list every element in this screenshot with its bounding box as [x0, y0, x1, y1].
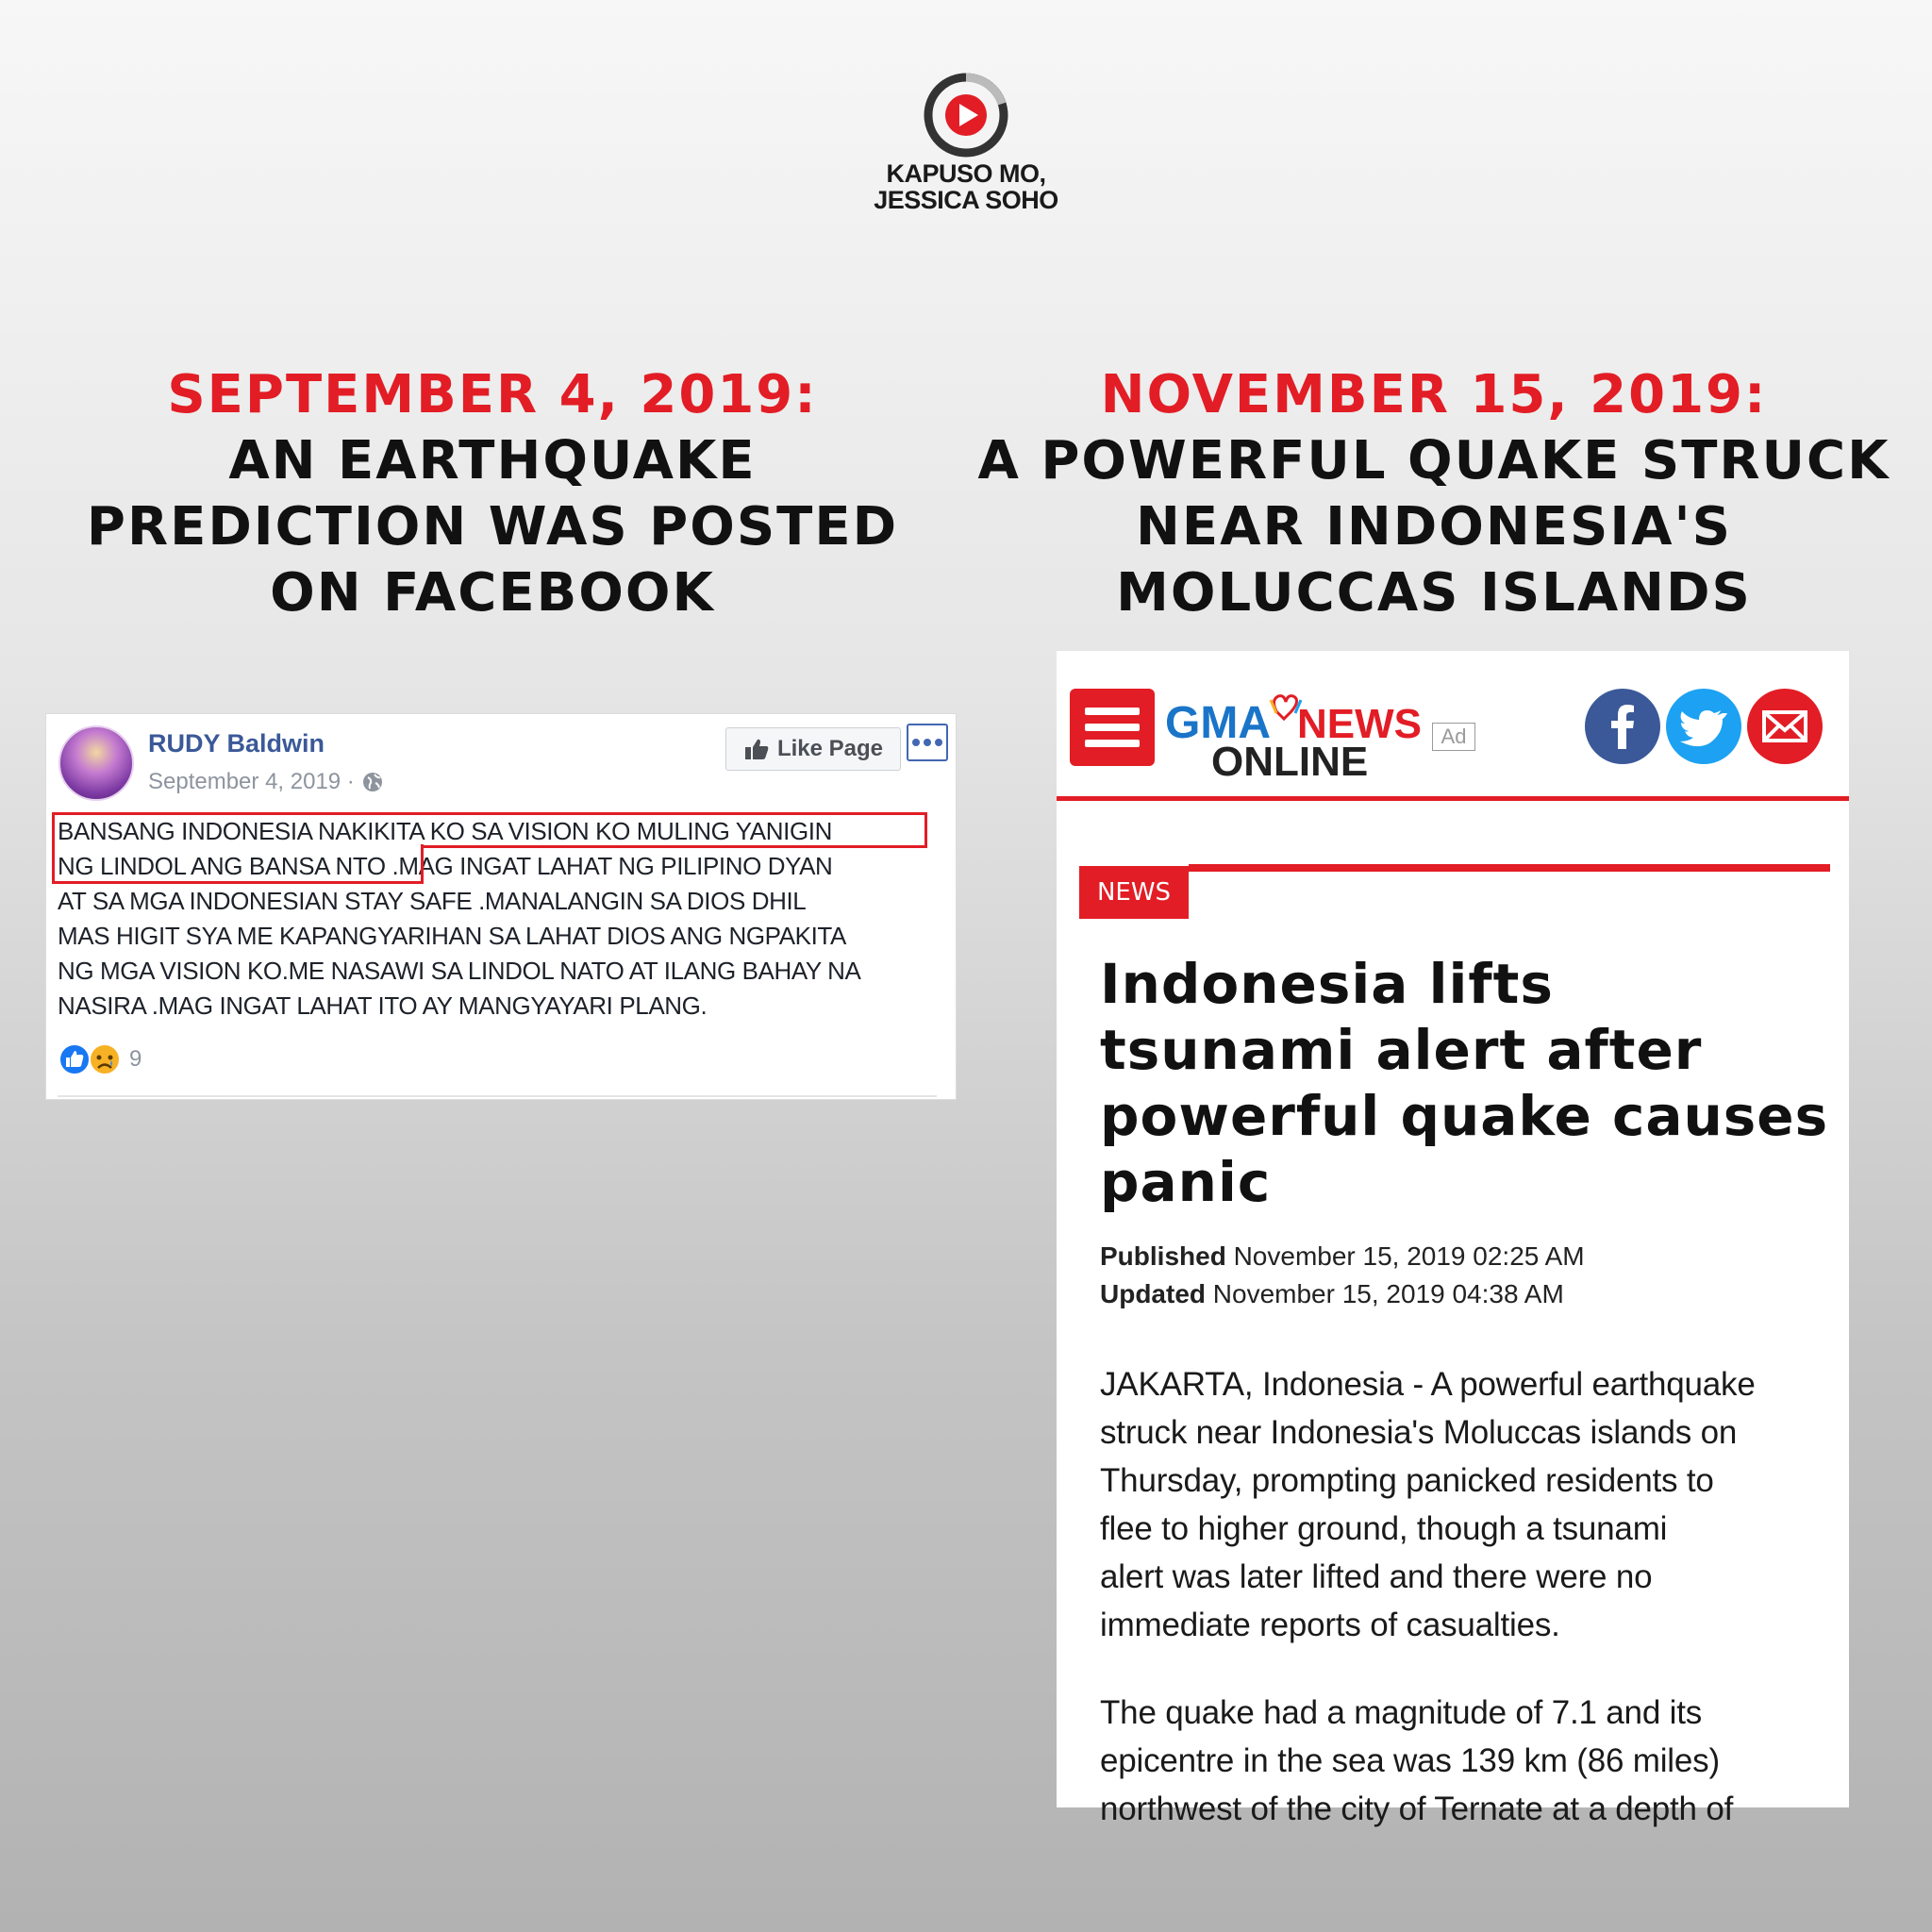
reaction-count: 9 [129, 1046, 142, 1072]
title-line: tsunami alert after [1100, 1018, 1703, 1082]
site-header [1057, 651, 1849, 802]
paragraph-line: flee to higher ground, though a tsunami [1100, 1510, 1668, 1547]
post-date-text[interactable]: September 4, 2019 · [148, 769, 355, 794]
article-paragraph [1100, 1360, 1836, 1649]
left-headline-line: ON FACEBOOK [270, 562, 715, 624]
post-text [58, 814, 949, 1024]
article-title [1100, 951, 1829, 1215]
globe-icon [360, 770, 385, 794]
post-text-line: AT SA MGA INDONESIAN STAY SAFE .MANALANGIN SA DIOS DHIL [58, 887, 807, 915]
left-headline-date: SEPTEMBER 4, 2019: [167, 364, 818, 425]
twitter-icon [1666, 689, 1741, 764]
updated-value: November 15, 2019 04:38 AM [1206, 1279, 1564, 1308]
news-article-card [1057, 651, 1849, 1827]
post-text-line: NG MGA VISION KO.ME NASAWI SA LINDOL NATO AT ILANG BAHAY NA [58, 957, 861, 985]
like-page-button[interactable] [725, 727, 901, 771]
paragraph-line: JAKARTA, Indonesia - A powerful earthquake [1100, 1366, 1756, 1403]
paragraph-line: epicentre in the sea was 139 km (86 miles) [1100, 1742, 1720, 1779]
published-value: November 15, 2019 02:25 AM [1225, 1241, 1585, 1271]
mail-icon [1747, 689, 1823, 764]
news-section-tag[interactable]: NEWS [1079, 866, 1189, 919]
right-headline-line: NEAR INDONESIA'S [1136, 496, 1732, 558]
brand-name-line1: KAPUSO MO, [886, 159, 1046, 188]
email-share-button[interactable] [1747, 689, 1823, 764]
facebook-share-button[interactable] [1585, 689, 1660, 764]
like-reaction-icon [58, 1042, 92, 1076]
post-author-link[interactable]: RUDY Baldwin [148, 729, 325, 758]
facebook-icon [1585, 689, 1660, 764]
header-divider [1057, 796, 1849, 801]
updated-date [1100, 1279, 1564, 1309]
section-divider [1189, 864, 1830, 872]
menu-bar-icon [1085, 708, 1140, 715]
published-label: Published [1100, 1241, 1226, 1271]
paragraph-line: northwest of the city of Ternate at a depth of [1100, 1790, 1734, 1827]
menu-bar-icon [1085, 740, 1140, 747]
like-page-label: Like Page [776, 736, 884, 761]
right-headline-line: A POWERFUL QUAKE STRUCK [977, 430, 1890, 491]
play-logo-icon [921, 70, 1011, 160]
more-options-button[interactable] [907, 724, 948, 761]
logo-gma-text: GMA [1165, 698, 1271, 748]
avatar[interactable] [58, 725, 134, 801]
hamburger-menu-button[interactable] [1070, 689, 1155, 766]
ad-badge: Ad [1432, 723, 1475, 751]
title-line: panic [1100, 1150, 1272, 1214]
menu-bar-icon [1085, 724, 1140, 731]
twitter-share-button[interactable] [1666, 689, 1741, 764]
paragraph-line: alert was later lifted and there were no [1100, 1558, 1653, 1595]
facebook-post-card [45, 713, 957, 1100]
brand-name-line2: JESSICA SOHO [874, 186, 1058, 214]
paragraph-line: struck near Indonesia's Moluccas islands on [1100, 1414, 1738, 1451]
thumbs-up-icon [743, 737, 770, 761]
logo-news-text: NEWS [1297, 701, 1422, 747]
published-date [1100, 1241, 1585, 1272]
post-text-line: BANSANG INDONESIA NAKIKITA KO SA VISION KO MULING YANIGIN [58, 817, 832, 845]
title-line: powerful quake causes [1100, 1084, 1829, 1148]
divider [58, 1095, 937, 1097]
post-text-line: MAS HIGIT SYA ME KAPANGYARIHAN SA LAHAT DIOS ANG NGPAKITA [58, 922, 846, 950]
title-line: Indonesia lifts [1100, 952, 1554, 1016]
post-date [148, 769, 385, 795]
right-headline-line: MOLUCCAS ISLANDS [1116, 562, 1752, 624]
brand-block [0, 70, 1932, 213]
paragraph-line: Thursday, prompting panicked residents to [1100, 1462, 1714, 1499]
paragraph-line: immediate reports of casualties. [1100, 1607, 1560, 1643]
post-text-line: NG LINDOL ANG BANSA NTO .MAG INGAT LAHAT NG PILIPINO DYAN [58, 852, 833, 880]
ellipsis-icon [911, 738, 943, 747]
sad-reaction-icon [88, 1042, 122, 1076]
reactions-bar[interactable] [58, 1042, 142, 1076]
gma-news-online-logo[interactable] [1165, 687, 1429, 785]
paragraph-line: The quake had a magnitude of 7.1 and its [1100, 1694, 1703, 1731]
updated-label: Updated [1100, 1279, 1206, 1308]
right-headline-date: NOVEMBER 15, 2019: [1100, 364, 1768, 425]
left-headline [57, 362, 928, 626]
article-paragraph [1100, 1689, 1836, 1833]
post-text-line: NASIRA .MAG INGAT LAHAT ITO AY MANGYAYARI PLANG. [58, 991, 708, 1020]
left-headline-line: AN EARTHQUAKE [228, 430, 757, 491]
left-headline-line: PREDICTION WAS POSTED [86, 496, 899, 558]
right-headline [966, 362, 1902, 626]
logo-online-text: ONLINE [1211, 739, 1369, 785]
